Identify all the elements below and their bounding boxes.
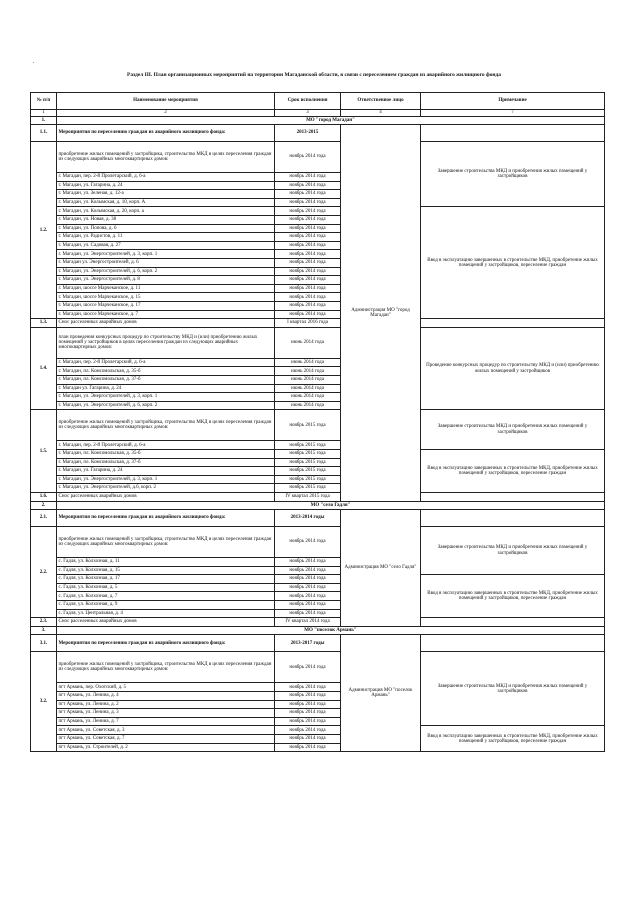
address-text: г. Магадан, ул. Колымская, д. 10, корп. А xyxy=(57,198,275,207)
row-number: 1.6. xyxy=(31,492,57,501)
address-text: г. Магадан, ул. Попова, д. 6 xyxy=(57,224,275,233)
row-number: 3. xyxy=(31,626,57,635)
section-title: Раздел III. План организационных мероприятий на территории Магаданской области, в связи с переселением граждан из аварийного жилищного фонда xyxy=(127,72,501,78)
note-empty xyxy=(421,635,605,652)
header-name: Наименование мероприятия xyxy=(57,93,275,110)
address-text: г. Магадан, пл. Комсомольская, д. 37-б xyxy=(57,375,275,384)
term-text: ноябрь 2014 года xyxy=(275,566,341,575)
term-text: ноябрь 2015 года xyxy=(275,449,341,458)
event-name: Снос расселенных аварийных домов xyxy=(57,492,275,501)
column-number: 7 xyxy=(421,110,605,117)
address-text: пгт Армань, ул. Ленина, д. 2 xyxy=(57,700,275,709)
term-text: ноябрь 2014 года xyxy=(275,267,341,276)
term-text: ноябрь 2014 года xyxy=(275,692,341,701)
note-empty xyxy=(421,618,605,627)
address-text: г. Магадан, пер. 2-й Пролетарский, д. 6-а xyxy=(57,358,275,367)
term-text: июнь 2014 года xyxy=(275,393,341,402)
term-text: ноябрь 2015 года xyxy=(275,475,341,484)
term-text: ноябрь 2014 года xyxy=(275,583,341,592)
address-text: г. Магадан, шоссе Марчеканское, д. 17 xyxy=(57,302,275,311)
term-text: ноябрь 2014 года xyxy=(275,284,341,293)
municipality-row xyxy=(31,501,605,510)
address-text: пгт Армань, ул. Советская, д. 3 xyxy=(57,726,275,735)
row-number: 2. xyxy=(31,501,57,510)
event-term: IV квартал 2014 года xyxy=(275,618,341,627)
municipality-row xyxy=(31,116,605,125)
term-text: ноябрь 2015 года xyxy=(275,458,341,467)
address-text: с. Гадля, ул. Колхозная, д. 11 xyxy=(57,558,275,567)
intro-text: приобретение жилых помещений у застройщика, строительство МКД в целях переселения граждан из следующих аварийных многоквартирных домов: xyxy=(57,527,275,558)
event-term: 2013-2017 годы xyxy=(275,635,341,652)
note-text: Проведение конкурсных процедур по строительству МКД и (или) приобретению жилых помещений у застройщиков xyxy=(421,327,605,410)
section-row-s13 xyxy=(31,319,605,328)
row-number: 3.2. xyxy=(31,652,57,752)
term-text: ноябрь 2015 года xyxy=(275,441,341,450)
event-term: I квартал 2016 года xyxy=(275,319,341,328)
note-text: Ввод в эксплуатацию завершенных в строительстве МКД, приобретение жилых помещений у застройщиков, переселение граждан xyxy=(421,575,605,618)
address-text: с. Гадля, ул. Колхозная, д. 15 xyxy=(57,566,275,575)
address-text: с. Гадля, ул. Колхозная, д. 7 xyxy=(57,592,275,601)
event-name: Мероприятия по переселению граждан из аварийного жилищного фонда: xyxy=(57,125,275,142)
municipality-name: МО "город Магадан" xyxy=(57,116,605,125)
header-resp: Ответственное лицо xyxy=(341,93,421,110)
note-text: Завершение строительства МКД и приобретения жилых помещений у застройщиков xyxy=(421,527,605,575)
term-text: ноябрь 2014 года xyxy=(275,592,341,601)
intro-text: приобретение жилых помещений у застройщика, строительство МКД в целях переселения граждан из следующих аварийных многоквартирных домов: xyxy=(57,410,275,441)
row-number: 1. xyxy=(31,116,57,125)
address-text: г. Магадан, пл. Комсомольская, д. 37-б xyxy=(57,458,275,467)
municipality-row xyxy=(31,626,605,635)
term-text: июнь 2014 года xyxy=(275,375,341,384)
term-text: ноябрь 2014 года xyxy=(275,652,341,683)
address-text: г. Магадан, ул. Энергостроителей, д.6, корп. 2 xyxy=(57,484,275,493)
header-num: № п/п xyxy=(31,93,57,110)
term-text: июнь 2014 года xyxy=(275,401,341,410)
note-text: Завершение строительства МКД и приобретения жилых помещений у застройщиков xyxy=(421,410,605,450)
address-text: пгт Армань, ул. Строителей, д. 2 xyxy=(57,743,275,752)
address-text: г. Магадан, ул. Энергостроителей, д. 6, корп. 2 xyxy=(57,267,275,276)
column-number: 4 xyxy=(341,110,421,117)
term-text: ноябрь 2015 года xyxy=(275,484,341,493)
term-text: ноябрь 2014 года xyxy=(275,726,341,735)
address-text: пгт Армань, ул. Ленина, д. 3 xyxy=(57,709,275,718)
term-text: июнь 2014 года xyxy=(275,358,341,367)
note-empty xyxy=(421,492,605,501)
s12-row xyxy=(31,142,605,173)
s14-row xyxy=(31,327,605,358)
row-number: 2.1. xyxy=(31,510,57,527)
column-number: 3 xyxy=(275,110,341,117)
term-text: ноябрь 2014 года xyxy=(275,233,341,242)
address-text: г. Магадан, ул. Энергостроителей, д. 3, корп. 1 xyxy=(57,475,275,484)
header-row xyxy=(31,93,605,110)
term-text: ноябрь 2014 года xyxy=(275,190,341,199)
row-number: 1.3. xyxy=(31,319,57,328)
term-text: ноябрь 2014 года xyxy=(275,709,341,718)
term-text: ноябрь 2014 года xyxy=(275,575,341,584)
address-text: пгт Армань, пер. Охотский, д. 5 xyxy=(57,683,275,692)
term-text: ноябрь 2014 года xyxy=(275,216,341,225)
term-text: ноябрь 2014 года xyxy=(275,142,341,173)
header-note: Примечание xyxy=(421,93,605,110)
row-number: 1.4. xyxy=(31,327,57,410)
column-number: 2 xyxy=(57,110,275,117)
row-number: 1.1. xyxy=(31,125,57,142)
row-number: 3.1. xyxy=(31,635,57,652)
term-text: ноябрь 2014 года xyxy=(275,173,341,182)
municipality-name: МО "село Гадля" xyxy=(57,501,605,510)
term-text: ноябрь 2014 года xyxy=(275,601,341,610)
address-text: г. Магадан, ул. Энергостроителей, д. 3, корп. 1 xyxy=(57,393,275,402)
address-text: г. Магадан, шоссе Марчеканское, д. 11 xyxy=(57,284,275,293)
s22-row xyxy=(31,527,605,558)
address-text: с. Гадля, ул. Колхозная, д. 9 xyxy=(57,601,275,610)
row-number: 2.2. xyxy=(31,527,57,618)
responsible: Администрация МО "село Гадля" xyxy=(341,510,421,627)
header-term: Срок исполнения xyxy=(275,93,341,110)
term-text: июнь 2014 года xyxy=(275,367,341,376)
s32-row xyxy=(31,726,605,735)
address-text: г. Магадан ул. Энергостроителей, д. 6 xyxy=(57,259,275,268)
address-text: г. Магадан, ул. Гагарина, д. 24 xyxy=(57,181,275,190)
address-text: г. Магадан, шоссе Марчеканское, д. 15 xyxy=(57,293,275,302)
address-text: г. Магадан, пл. Комсомольская, д. 35-б xyxy=(57,449,275,458)
address-text: г. Магадан, ул. Энергостроителей, д. 3, корп. 1 xyxy=(57,250,275,259)
term-text: ноябрь 2014 года xyxy=(275,224,341,233)
s32-row xyxy=(31,652,605,683)
municipality-name: МО "поселок Армань" xyxy=(57,626,605,635)
section-row-s23 xyxy=(31,618,605,627)
responsible: Администрация МО "город Магадан" xyxy=(341,125,421,501)
row-number: 1.5. xyxy=(31,410,57,493)
term-text: ноябрь 2014 года xyxy=(275,527,341,558)
event-name: Снос расселенных аварийных домов xyxy=(57,319,275,328)
term-text: ноябрь 2014 года xyxy=(275,558,341,567)
event-name: Мероприятия по переселению граждан из аварийного жилищного фонда: xyxy=(57,510,275,527)
scan-speck xyxy=(33,62,34,63)
event-name: Мероприятия по переселению граждан из аварийного жилищного фонда: xyxy=(57,635,275,652)
event-name: Снос расселенных аварийных домов xyxy=(57,618,275,627)
address-text: с. Гадля, ул. Центральная, д. 4 xyxy=(57,609,275,618)
address-text: г. Магадан, ул. Колымская, д. 20, корп. а xyxy=(57,207,275,216)
term-text: ноябрь 2014 года xyxy=(275,198,341,207)
address-text: г. Магадан, ул. Зеленая, д. 12-а xyxy=(57,190,275,199)
note-text: Завершение строительства МКД и приобретения жилых помещений у застройщиков xyxy=(421,142,605,207)
term-text: ноябрь 2014 года xyxy=(275,259,341,268)
note-empty xyxy=(421,125,605,142)
term-text: июнь 2014 года xyxy=(275,384,341,393)
term-text: июнь 2014 года xyxy=(275,327,341,358)
term-text: ноябрь 2014 года xyxy=(275,310,341,319)
term-text: ноябрь 2014 года xyxy=(275,609,341,618)
note-text: Ввод в эксплуатацию завершенных в строительстве МКД, приобретение жилых помещений у застройщиков, переселение граждан xyxy=(421,207,605,319)
intro-text: приобретение жилых помещений у застройщика, строительство МКД в целях переселения граждан из следующих аварийных многоквартирных домов: xyxy=(57,652,275,683)
term-text: ноябрь 2014 года xyxy=(275,717,341,726)
responsible: Администрация МО "поселок Армань" xyxy=(341,635,421,752)
address-text: г. Магадан, ул. Энергостроителей, д. 6, корп. 2 xyxy=(57,401,275,410)
address-text: г. Магадан, ул. Садовая, д. 27 xyxy=(57,241,275,250)
address-text: г. Магадан ул. Гагарина, д. 24 xyxy=(57,384,275,393)
term-text: ноябрь 2014 года xyxy=(275,743,341,752)
term-text: ноябрь 2015 года xyxy=(275,410,341,441)
term-text: ноябрь 2014 года xyxy=(275,276,341,285)
address-text: с. Гадля, ул. Колхозная, д. 17 xyxy=(57,575,275,584)
column-number: 1 xyxy=(31,110,57,117)
term-text: ноябрь 2015 года xyxy=(275,467,341,476)
event-term: 2013-2015 xyxy=(275,125,341,142)
address-text: г. Магадан, ул. Радистов, д. 11 xyxy=(57,233,275,242)
intro-text: план проведения конкурсных процедур по строительству МКД и (или) приобретению жилых помещений у застройщиков в целях переселения граждан из следующих аварийных многоквартирных домов: xyxy=(57,327,275,358)
s15-row xyxy=(31,410,605,441)
s15-row xyxy=(31,449,605,458)
term-text: ноябрь 2014 года xyxy=(275,181,341,190)
address-text: г. Магадан, пл. Комсомольская, д. 35-б xyxy=(57,367,275,376)
note-text: Завершение строительства МКД и приобретения жилых помещений у застройщиков xyxy=(421,652,605,726)
intro-text: приобретение жилых помещений у застройщика, строительство МКД в целях переселения граждан из следующих аварийных многоквартирных домов: xyxy=(57,142,275,173)
section-row-s31 xyxy=(31,635,605,652)
address-text: г. Магадан, ул. Новая, д. 38 xyxy=(57,216,275,225)
address-text: г. Магадан, пер. 2-й Пролетарский, д. 6-а xyxy=(57,441,275,450)
address-text: г. Магадан, ул. Гагарина, д. 24 xyxy=(57,467,275,476)
note-empty xyxy=(421,319,605,328)
term-text: ноябрь 2014 года xyxy=(275,735,341,744)
s22-row xyxy=(31,575,605,584)
row-number: 2.3. xyxy=(31,618,57,627)
address-text: г. Магадан, шоссе Марчеканское, д. 7 xyxy=(57,310,275,319)
event-term: IV квартал 2015 года xyxy=(275,492,341,501)
event-term: 2013-2014 годы xyxy=(275,510,341,527)
section-row-s21 xyxy=(31,510,605,527)
term-text: ноябрь 2014 года xyxy=(275,302,341,311)
term-text: ноябрь 2014 года xyxy=(275,293,341,302)
section-row-s11 xyxy=(31,125,605,142)
note-empty xyxy=(421,510,605,527)
address-text: с. Гадля, ул. Колхозная, д. 5 xyxy=(57,583,275,592)
address-text: г. Магадан, пер. 2-й Пролетарский, д. 6-а xyxy=(57,173,275,182)
address-text: пгт Армань, ул. Ленина, д. 4 xyxy=(57,692,275,701)
term-text: ноябрь 2014 года xyxy=(275,207,341,216)
address-text: пгт Армань, ул. Ленина, д. 7 xyxy=(57,717,275,726)
address-text: пгт Армань, ул. Советская, д. 7 xyxy=(57,735,275,744)
row-number: 1.2. xyxy=(31,142,57,319)
term-text: ноябрь 2014 года xyxy=(275,683,341,692)
note-text: Ввод в эксплуатацию завершенных в строительстве МКД, приобретение жилых помещений у застройщиков, переселение граждан xyxy=(421,449,605,492)
term-text: ноябрь 2014 года xyxy=(275,250,341,259)
plan-table xyxy=(30,92,605,752)
address-text: г. Магадан, ул. Энергостроителей, д. 8 xyxy=(57,276,275,285)
section-row-s16 xyxy=(31,492,605,501)
s12-row xyxy=(31,207,605,216)
note-text: Ввод в эксплуатацию завершенных в строительстве МКД, приобретение жилых помещений у застройщиков, переселение граждан xyxy=(421,726,605,752)
term-text: ноябрь 2014 года xyxy=(275,700,341,709)
term-text: ноябрь 2014 года xyxy=(275,241,341,250)
